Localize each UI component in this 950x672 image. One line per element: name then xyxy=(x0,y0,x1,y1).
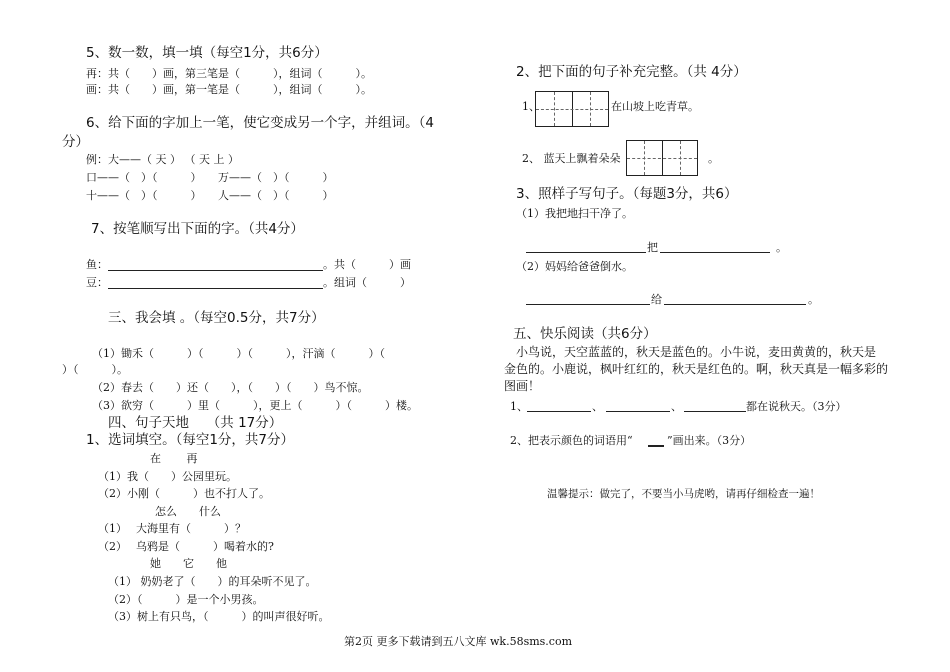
q6-row-1: 口——（ ）（ ） 万——（ ）（ ） xyxy=(86,171,334,184)
reminder-tip: 温馨提示：做完了，不要当小马虎哟，请再仔细检查一遍！ xyxy=(547,488,820,500)
q7-title: 7、按笔顺写出下面的字。（共4分） xyxy=(91,221,304,237)
sentence-6: （2）（ ）是一个小男孩。 xyxy=(108,593,264,606)
r-q2-item-2-text: 2、 蓝天上飘着朵朵 xyxy=(522,152,621,165)
sentence-5: （1） 奶奶老了（ ）的耳朵听不见了。 xyxy=(108,575,317,588)
q6-row-2: 十——（ ）（ ） 人——（ ）（ ） xyxy=(86,189,334,202)
q7-row-1-end: 。共（ ）画 xyxy=(323,258,411,271)
sentence-2: （2）小刚（ ）也不打人了。 xyxy=(98,487,270,500)
tianzige-grid-2[interactable] xyxy=(626,140,698,176)
q7-row-2-end: 。组词（ ） xyxy=(323,276,411,289)
r-q2-item-1-text: 在山坡上吃青草。 xyxy=(611,100,699,113)
q7-char-1: 鱼： xyxy=(86,258,108,271)
q6-example: 例：大——（ 天 ） （ 天 上 ） xyxy=(86,153,239,166)
reading-q2-text-b: ”画出来。（3分） xyxy=(667,434,752,447)
q7-answer-line-1[interactable] xyxy=(108,270,323,271)
q5-line-2: 画：共（ ）画，第一笔是（ ），组词（ ）。 xyxy=(86,83,372,96)
word-options-3: 她 它 他 xyxy=(150,557,227,570)
reading-q1-blank-3[interactable] xyxy=(684,411,746,412)
r-q2-item-1-num: 1、 xyxy=(522,100,540,113)
reading-paragraph-2: 金色的。小鹿说，枫叶红红的，秋天是红色的。啊，秋天真是一幅多彩的 xyxy=(504,362,889,376)
section-4-title: 四、句子天地 （共 17分） xyxy=(108,415,283,431)
reading-q1-blank-2[interactable] xyxy=(606,411,670,412)
underline-marker xyxy=(648,445,664,447)
page-footer: 第2页 更多下载请到五八文库 wk.58sms.com xyxy=(344,635,572,648)
word-options-2: 怎么 什么 xyxy=(155,505,221,518)
reading-q1-num: 1、 xyxy=(510,400,528,413)
r-q3-line-2b[interactable] xyxy=(664,304,806,305)
r-q3-example-2: （2）妈妈给爸爸倒水。 xyxy=(516,260,633,273)
reading-q1-blank-1[interactable] xyxy=(527,411,591,412)
r-q3-mid-1: 把 xyxy=(647,241,658,254)
tianzige-grid-1[interactable] xyxy=(535,91,609,127)
r-q2-item-2-end: 。 xyxy=(708,152,719,165)
r-q2-title: 2、把下面的句子补充完整。（共 4分） xyxy=(516,64,747,80)
reading-q1-end: 都在说秋天。（3分） xyxy=(746,400,847,413)
sentence-1: （1）我（ ）公园里玩。 xyxy=(98,470,237,483)
sec3-line-2: （2）春去（ ）还（ ），（ ）（ ）鸟不惊。 xyxy=(92,381,369,394)
r-q3-end-2: 。 xyxy=(808,293,819,306)
r-q3-title: 3、照样子写句子。（每题3分，共6） xyxy=(516,186,738,202)
reading-q2-text-a: 2、把表示颜色的词语用“ xyxy=(510,434,633,447)
word-options-1: 在 再 xyxy=(150,452,198,465)
reading-q1-sep-2: 、 xyxy=(671,400,682,413)
reading-paragraph-1: 小鸟说，天空蓝蓝的，秋天是蓝色的。小牛说，麦田黄黄的，秋天是 xyxy=(516,345,877,359)
reading-paragraph-3: 图画！ xyxy=(504,379,541,393)
reading-q1-sep-1: 、 xyxy=(592,400,603,413)
q6-title-cont: 分） xyxy=(62,134,89,150)
sec3-line-1-cont: ）（ ）。 xyxy=(62,363,128,376)
sentence-3: （1） 大海里有（ ）？ xyxy=(98,522,246,535)
section-5-title: 五、快乐阅读（共6分） xyxy=(513,326,657,342)
sentence-7: （3）树上有只鸟，（ ）的叫声很好听。 xyxy=(108,610,330,623)
section-3-title: 三、我会填 。（每空0.5分，共7分） xyxy=(108,310,325,326)
r-q3-mid-2: 给 xyxy=(651,293,662,306)
q5-title: 5、数一数，填一填（每空1分，共6分） xyxy=(86,45,328,61)
r-q3-end-1: 。 xyxy=(776,241,787,254)
sec4-q1-title: 1、选词填空。（每空1分，共7分） xyxy=(86,432,295,448)
r-q3-line-1b[interactable] xyxy=(660,252,770,253)
q7-answer-line-2[interactable] xyxy=(108,288,323,289)
r-q3-line-2a[interactable] xyxy=(526,304,650,305)
r-q3-example-1: （1）我把地扫干净了。 xyxy=(516,207,633,220)
q7-char-2: 豆： xyxy=(86,276,108,289)
r-q3-line-1a[interactable] xyxy=(526,252,646,253)
q6-title: 6、给下面的字加上一笔，使它变成另一个字，并组词。（4 xyxy=(86,115,434,131)
sec3-line-1: （1）锄禾（ ）（ ）（ ），汗滴（ ）（ xyxy=(92,347,385,360)
sec3-line-3: （3）欲穷（ ）里（ ），更上（ ）（ ）楼。 xyxy=(92,399,418,412)
q5-line-1: 再：共（ ）画，第三笔是（ ），组词（ ）。 xyxy=(86,67,372,80)
sentence-4: （2） 乌鸦是（ ）喝着水的? xyxy=(98,540,274,553)
